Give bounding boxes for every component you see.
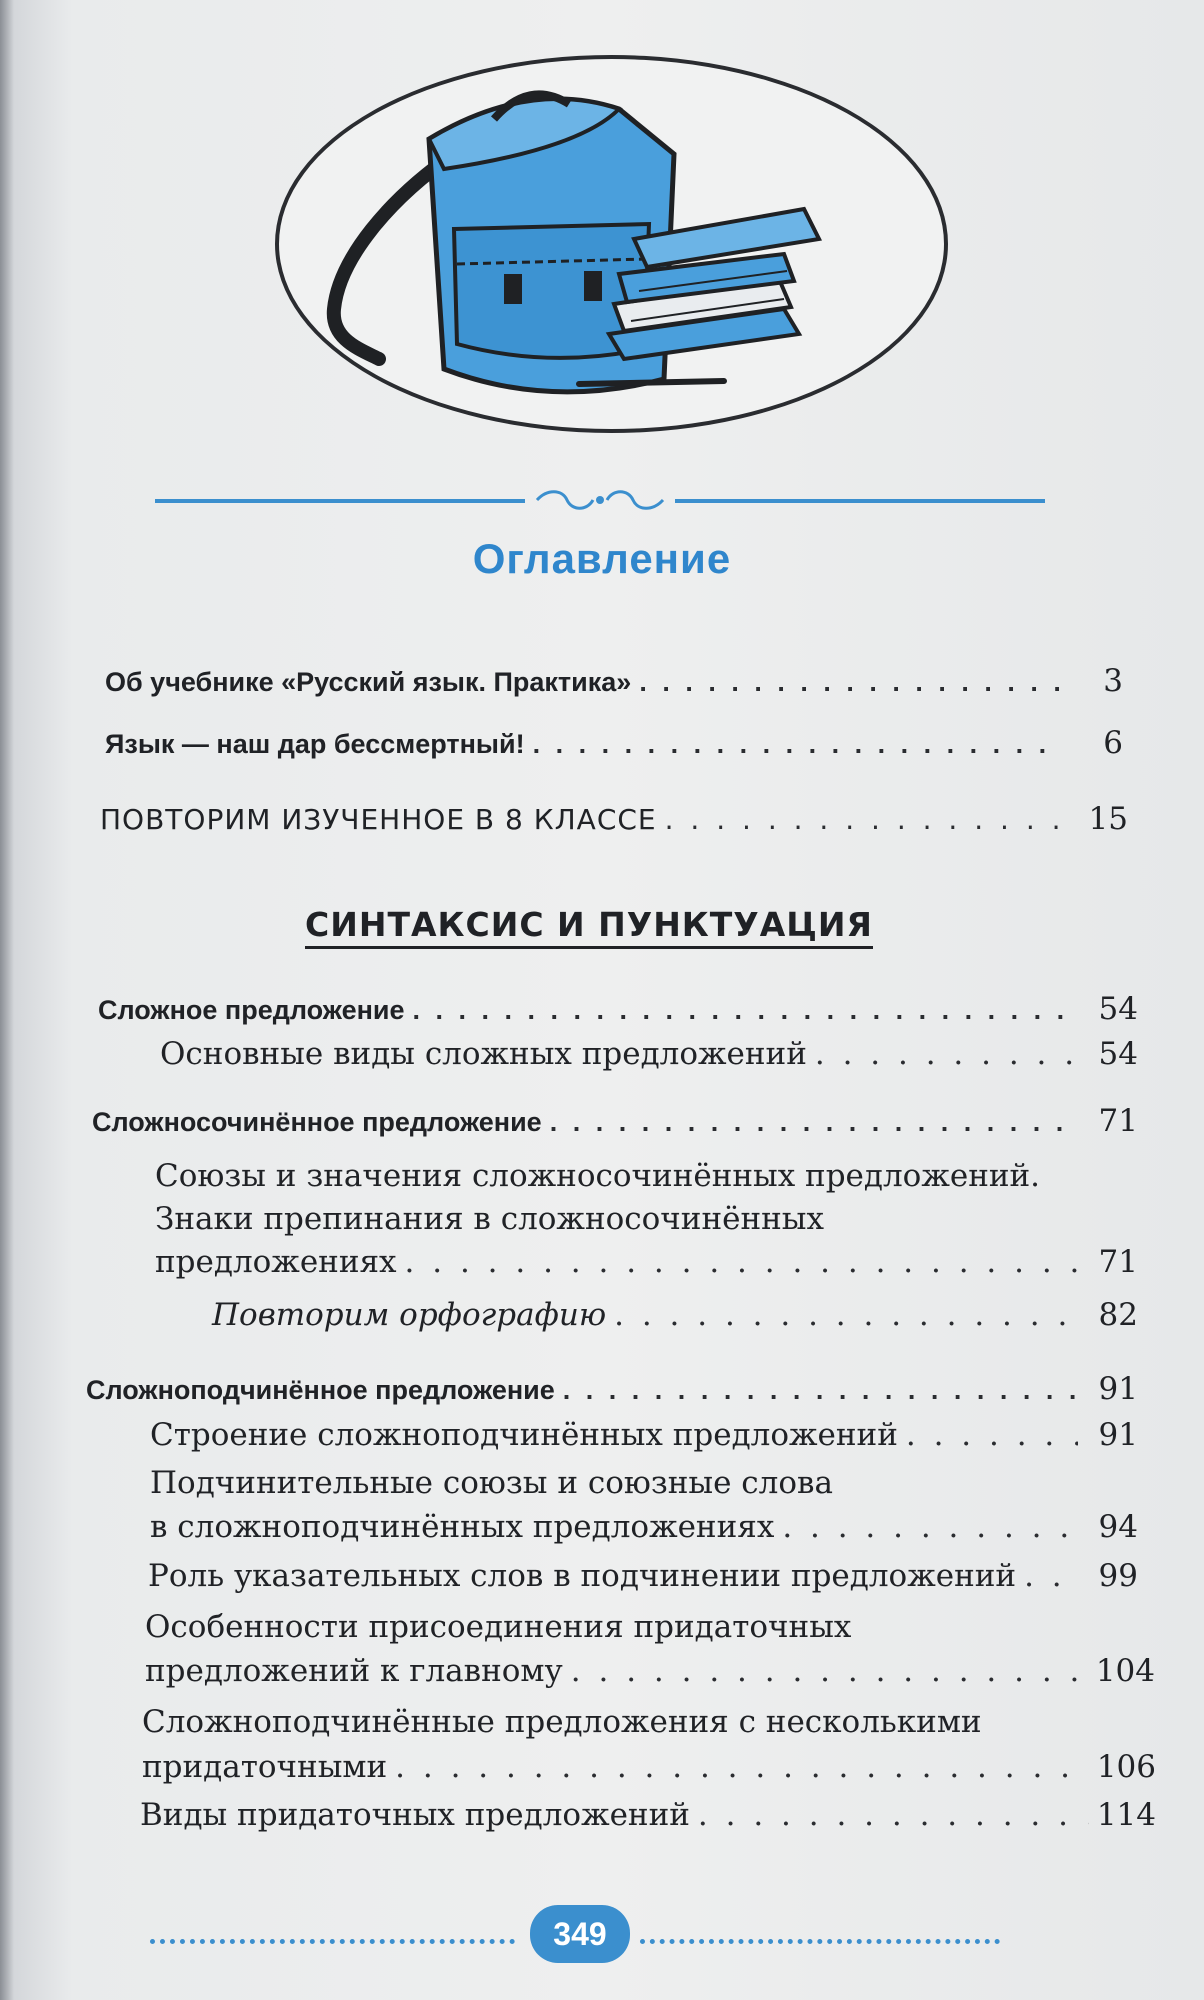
divider-line-left [155, 499, 525, 503]
toc-entry-page: 6 [1103, 725, 1123, 761]
toc-entry-label: Сложносочинённое предложение [92, 1107, 542, 1137]
toc-entry-label: предложений к главному [145, 1653, 563, 1689]
buckle-right [584, 271, 602, 301]
toc-entry-subordinate[interactable] [86, 1370, 1138, 1409]
toc-entry-label: Виды придаточных предложений [140, 1797, 690, 1833]
leader-dots [1024, 1557, 1078, 1595]
toc-entry-page: 3 [1103, 663, 1123, 699]
illustration-oval [275, 55, 948, 433]
toc-entry-attachment-line1[interactable]: Особенности присоединения придаточных [145, 1609, 852, 1645]
leader-dots [413, 991, 1078, 1029]
divider-line-right [675, 499, 1045, 503]
leader-dots [533, 725, 1063, 763]
backpack-illustration [279, 59, 944, 429]
toc-entry-label: Повторим орфографию [212, 1297, 607, 1333]
toc-entry-complex[interactable] [98, 990, 1138, 1029]
page-footer [0, 1905, 1204, 1965]
toc-entry-page: 15 [1088, 801, 1128, 837]
toc-entry-structure[interactable] [150, 1416, 1138, 1454]
leader-dots [571, 1652, 1088, 1690]
leader-dots [815, 1035, 1078, 1073]
toc-entry-label: в сложноподчинённых предложениях [150, 1509, 775, 1545]
toc-entry-label: Сложноподчинённое предложение [86, 1375, 555, 1405]
toc-entry-types[interactable] [140, 1796, 1156, 1834]
toc-entry-page: 106 [1096, 1749, 1156, 1785]
toc-entry-page: 71 [1098, 1103, 1138, 1139]
toc-entry-label: Язык — наш дар бессмертный! [105, 729, 525, 759]
leader-dots [665, 801, 1068, 839]
leader-dots [782, 1508, 1078, 1546]
toc-entry-page: 91 [1098, 1371, 1138, 1407]
toc-entry-compound-punct-line1[interactable]: Знаки препинания в сложносочинённых [155, 1201, 824, 1237]
toc-entry-label: Сложное предложение [98, 995, 405, 1025]
leader-dots [395, 1748, 1089, 1786]
toc-entry-multiple[interactable] [142, 1748, 1156, 1786]
toc-entry-conjunctions[interactable] [150, 1508, 1138, 1546]
toc-entry-page: 71 [1098, 1244, 1138, 1280]
toc-entry-page: 99 [1098, 1558, 1138, 1594]
toc-entry-page: 114 [1096, 1797, 1156, 1833]
toc-entry-language[interactable] [105, 724, 1123, 763]
page-title: Оглавление [472, 535, 732, 582]
leader-dots [550, 1103, 1078, 1141]
leader-dots [698, 1796, 1089, 1834]
toc-entry-multiple-line1[interactable]: Сложноподчинённые предложения с несколькими [142, 1704, 982, 1740]
leader-dots [405, 1243, 1078, 1281]
ornament-divider [155, 487, 1045, 513]
toc-entry-compound-punct[interactable] [155, 1243, 1138, 1281]
page-number-badge: 349 [530, 1905, 630, 1963]
toc-entry-page: 91 [1098, 1417, 1138, 1453]
leader-dots [906, 1416, 1078, 1454]
toc-entry-label: предложениях [155, 1244, 397, 1280]
toc-entry-label: Роль указательных слов в подчинении предложений [148, 1558, 1017, 1594]
toc-entry-label: ПОВТОРИМ ИЗУЧЕННОЕ В 8 КЛАССЕ [100, 803, 657, 836]
leader-dots [614, 1296, 1078, 1334]
leader-dots [563, 1371, 1078, 1409]
toc-entry-label: Строение сложноподчинённых предложений [150, 1417, 898, 1453]
toc-entry-page: 54 [1098, 991, 1138, 1027]
toc-entry-conjunctions-line1[interactable]: Подчинительные союзы и союзные слова [150, 1465, 833, 1501]
toc-entry-page: 82 [1098, 1297, 1138, 1333]
toc-entry-label: Об учебнике «Русский язык. Практика» [105, 667, 632, 697]
leader-dots [639, 663, 1063, 701]
toc-entry-attachment[interactable] [145, 1652, 1155, 1690]
toc-entry-compound-unions[interactable]: Союзы и значения сложносочинённых предложений. [155, 1158, 1041, 1194]
ornament-icon [527, 487, 673, 513]
toc-entry-complex-types[interactable] [160, 1035, 1138, 1073]
toc-entry-demonstrative[interactable] [148, 1557, 1138, 1595]
spine-shadow [0, 0, 14, 2000]
toc-entry-about[interactable] [105, 662, 1123, 701]
pencil-shape [579, 381, 724, 384]
footer-dots-right [640, 1939, 1000, 1944]
toc-entry-page: 54 [1098, 1036, 1138, 1072]
toc-entry-page: 104 [1095, 1653, 1155, 1689]
buckle-left [504, 274, 522, 304]
toc-entry-page: 94 [1098, 1509, 1138, 1545]
toc-entry-review[interactable] [100, 800, 1128, 839]
toc-entry-repeat-spelling[interactable] [212, 1296, 1138, 1334]
toc-entry-compound[interactable] [92, 1102, 1138, 1141]
toc-entry-label: придаточными [142, 1749, 388, 1785]
toc-entry-label: Основные виды сложных предложений [160, 1036, 807, 1072]
section-title: СИНТАКСИС И ПУНКТУАЦИЯ [305, 905, 873, 949]
footer-dots-left [150, 1939, 515, 1944]
